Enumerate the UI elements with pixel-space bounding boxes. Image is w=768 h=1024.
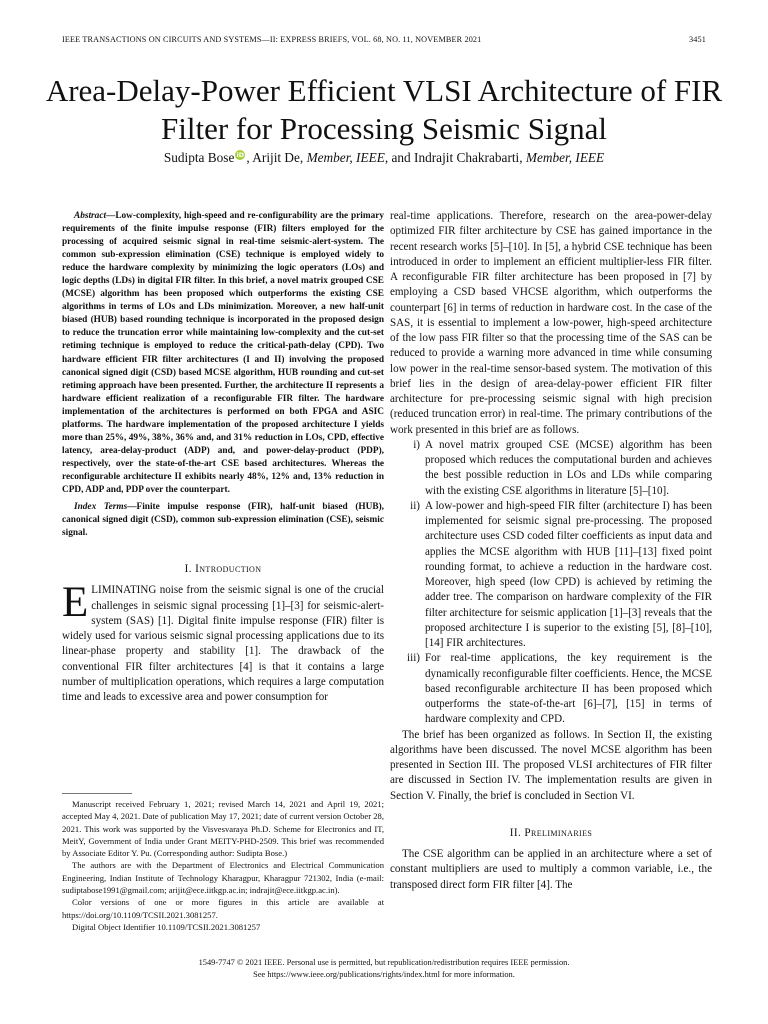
author-2-role: Member, IEEE [306, 150, 385, 165]
index-terms-text: —Finite impulse response (FIR), half-unit biased (HUB), canonical signed digit (CSD), common sub-expression elimination (CSE), seismic signal. [62, 502, 384, 539]
list-item [390, 438, 712, 499]
list-item-text: For real-time applications, the key requirement is the dynamically reconfigurable filter coefficients. Hence, the MCSE based reconfigurable architecture II has been proposed which outperforms the state-of-the-art [6]–[7], [15] in terms of hardware complexity and CPD. [425, 652, 712, 726]
author-2: , Arijit De, [246, 150, 307, 165]
section-name: Preliminaries [524, 826, 593, 839]
drop-cap: E [62, 579, 89, 627]
left-column [62, 210, 384, 705]
permissions-link[interactable]: See https://www.ieee.org/publications/rights/index.html for more information. [253, 969, 515, 979]
list-item-text: A low-power and high-speed FIR filter (architecture I) has been implemented for seismic signal pre-processing. The proposed architecture uses CSD coded filter coefficients as input data and applies the MCSE algorithm with HUB [11]–[13] fixed point rounding format, to achieve a reduction in the hardware cost. Moreover, high speed (low CPD) is achieved by retiming the adder tree. The comparison on hardware complexity of the FIR filter architecture for seismic application [1]–[3] reveals that the proposed architecture I is superior to the existing [5], [8]–[10], [14] FIR architectures. [425, 499, 712, 649]
footnote-color-versions: Color versions of one or more figures in this article are available at https://doi.org/10.1109/TCSII.2021.3081257. [62, 897, 384, 920]
intro-text: LIMINATING noise from the seismic signal is one of the crucial challenges in seismic signal processing [1]–[3] for seismic-alert-system (SAS) [1]. Digital finite impulse response (FIR) filter is widely used for various seismic signal processing applications due to its linear-phase property and stability [1]. The drawback of the conventional FIR filter architectures [4] is that it contains a large number of multiplication operations, which requires a large computation time and leads to excessive area and power consumption for [62, 584, 384, 704]
index-terms [62, 501, 384, 540]
organization-paragraph: The brief has been organized as follows. In Section II, the existing algorithms have been discussed. The novel MCSE algorithm has been presented in Section III. The proposed VLSI architectures of FIR filter are discussed in Section IV. The implementation results are given in Section V. Finally, the brief is concluded in Section VI. [390, 728, 712, 802]
footnote-doi: Digital Object Identifier 10.1109/TCSII.2021.3081257 [72, 921, 261, 932]
orcid-icon[interactable]: iD [236, 151, 245, 159]
list-item-number: i) [413, 438, 420, 451]
list-item-number: ii) [410, 499, 420, 512]
abstract-lead: Abstract [74, 211, 107, 221]
author-line [30, 150, 738, 166]
journal-name: IEEE TRANSACTIONS ON CIRCUITS AND SYSTEMS—II: EXPRESS BRIEFS, VOL. 68, NO. 11, NOVEMBER 2021 [62, 35, 482, 44]
contribution-list [390, 438, 712, 728]
running-header [62, 35, 706, 44]
intro-continuation: real-time applications. Therefore, research on the area-power-delay optimized FIR filter architecture by CSE has gained importance in the recent research works [5]–[10]. In [5], a hybrid CSE technique has been introduced in order to implement an efficient multiplier-less FIR filter. A reconfigurable FIR filter architecture has been proposed in [7] by employing a CSD based VHCSE algorithm, which outperforms the counterpart [6] in terms of reduction in hardware cost. In the case of the SAS, it is essential to implement a low-power, high-speed architecture of the low pass FIR filter so that the processing time of the SAS can be reduced to provide a warning more advanced in time while consuming low power in the real-time sensor-based system. The motivation of this brief lies in the design of area-delay-power efficient FIR filter architecture for pre-processing seismic signal with high precision (reduced truncation error) in real-time. The primary contributions of the work presented in this brief are as follows. [390, 210, 712, 436]
abstract [62, 210, 384, 497]
paper-title: Area-Delay-Power Efficient VLSI Architecture of FIR Filter for Processing Seismic Signal [45, 73, 723, 146]
footnote-manuscript: Manuscript received February 1, 2021; revised March 14, 2021 and April 19, 2021; accepted May 4, 2021. Date of publication May 17, 2021; date of current version October 28, 2021. This work was supported by the Visvesvaraya Ph.D. Scheme for Electronics and IT, MeitY, Government of India under Grant MEITY-PHD-2509. This brief was recommended by Associate Editor Y. Pu. (Corresponding author: Sudipta Bose.) [62, 799, 384, 859]
section-heading-introduction [62, 562, 384, 577]
right-column [390, 209, 712, 893]
footnote-rule [62, 793, 132, 794]
preliminaries-paragraph: The CSE algorithm can be applied in an architecture where a set of constant multipliers are used to multiply a common variable, i.e., the transposed direct form FIR filter [4]. The [390, 848, 712, 891]
page-number: 3451 [689, 35, 706, 44]
section-heading-preliminaries [390, 826, 712, 841]
section-name: Introduction [195, 563, 262, 576]
footnotes [62, 798, 384, 933]
copyright-line: 1549-7747 © 2021 IEEE. Personal use is permitted, but republication/redistribution requires IEEE permission. [198, 958, 570, 967]
copyright-footer [0, 957, 768, 981]
list-item [390, 651, 712, 727]
author-3: , and Indrajit Chakrabarti, [384, 150, 526, 165]
index-terms-lead: Index Terms [74, 502, 128, 513]
list-item-number: iii) [407, 652, 420, 665]
list-item-text: A novel matrix grouped CSE (MCSE) algorithm has been proposed which reduces the computational burden and achieves the best possible reduction in LOs and LDs while comparing with the existing CSE algorithms in literature [5]–[10]. [425, 438, 712, 497]
list-item [390, 499, 712, 652]
section-number: II. [509, 826, 525, 839]
section-number: I. [184, 563, 196, 576]
abstract-text: —Low-complexity, high-speed and re-configurability are the primary requirements of the finite impulse response (FIR) filters employed for the processing of acquired seismic signal in real-time seismic-alert-system. The common sub-expression elimination (CSE) technique is employed widely to reduce the hardware complexity by minimizing the logic operators (LOs) and logic depths (LDs) in digital FIR filter. In this brief, a novel matrix grouped CSE (MCSE) algorithm has been proposed which outperforms the existing CSE algorithms in terms of LOs and LDs minimization. Moreover, a new half-unit biased (HUB) based rounding technique is incorporated in the proposed design to reduce the truncation error while maintaining low-complexity and the cut-set retiming technique is employed to reduce the critical-path-delay (CPD). Two hardware efficient FIR filter architectures (I and II) involving the proposed canonical signed digit (CSD) based MCSE algorithm, HUB rounding and cut-set retiming approach have been presented. Further, the architecture II represents a hardware efficient realization of a reconfigurable FIR filter. The hardware implementation of the architectures is performed on both FPGA and ASIC platforms. The hardware implementation of the proposed architecture I yields more than 25%, 49%, 38%, 36% and, and 31% reduction in LOs, CPD, effective latency, area-delay-product (ADP) and, and power-delay-product (PDP), respectively, over the state-of-the-art CSE based architectures. Whereas the reconfigurable architecture II exhibits nearly 48%, 12% and, 13% reduction in CPD, ADP and, PDP over the counterpart. [62, 211, 384, 495]
footnote-affiliation: The authors are with the Department of Electronics and Electrical Communication Engineering, Indian Institute of Technology Kharagpur, Kharagpur 721302, India (e-mail: sudiptabose1991@gmail.com; arijit@ece.iitkgp.ac.in; indrajit@ece.iitkgp.ac.in). [62, 860, 384, 896]
author-3-role: Member, IEEE [525, 150, 605, 165]
author-1: Sudipta Bose [163, 150, 235, 165]
intro-paragraph [62, 579, 384, 705]
